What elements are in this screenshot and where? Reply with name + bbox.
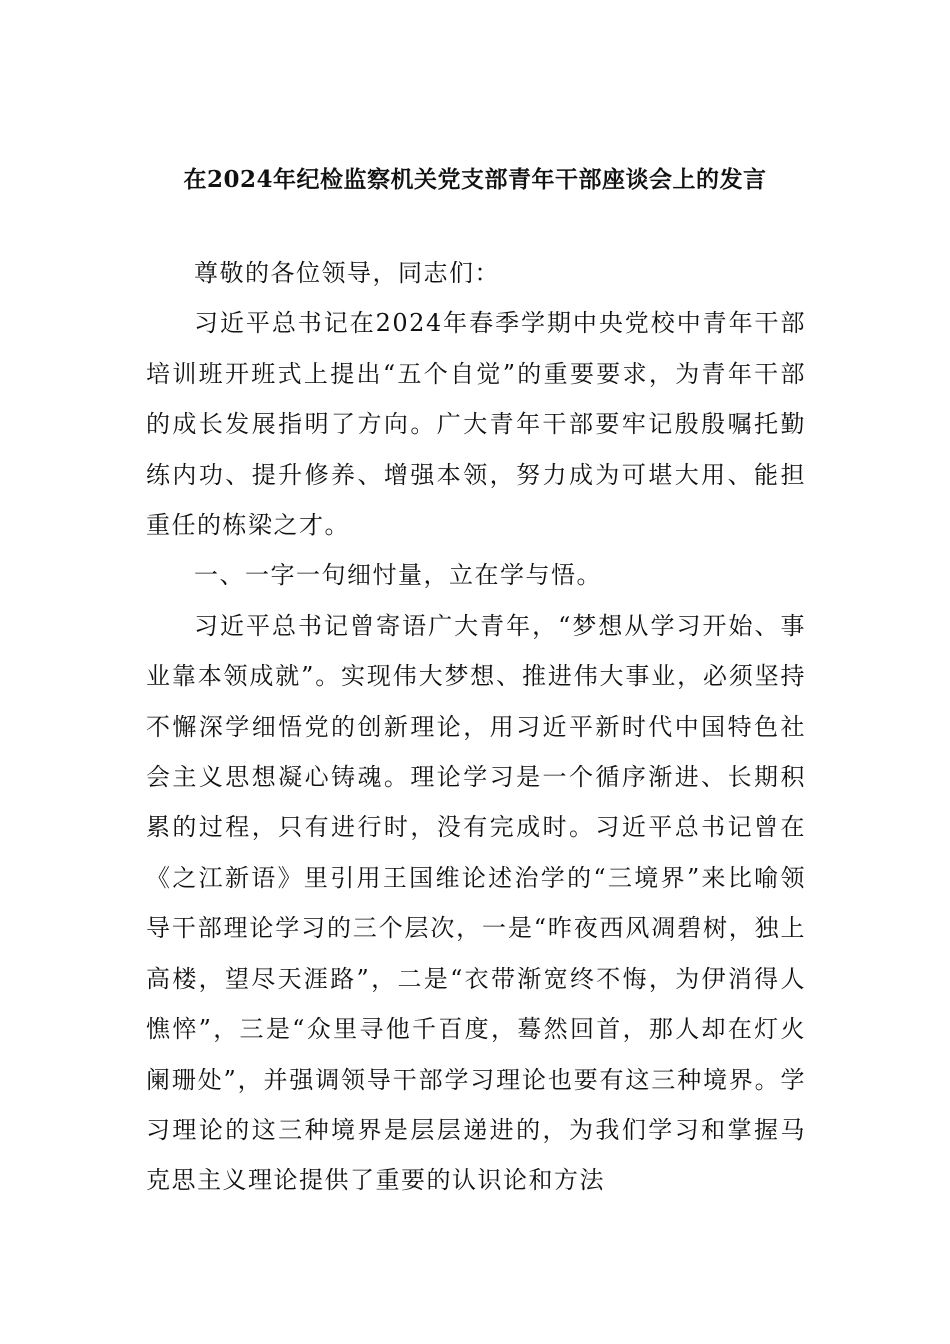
- document-title: 在2024年纪检监察机关党支部青年干部座谈会上的发言: [183, 166, 767, 193]
- salutation-paragraph: 尊敬的各位领导，同志们：: [194, 259, 500, 287]
- document-body: [146, 248, 806, 1206]
- body-paragraph: 习近平总书记曾寄语广大青年，“梦想从学习开始、事业靠本领成就”。实现伟大梦想、推进伟大事业，必须坚持不懈深学细悟党的创新理论，用习近平新时代中国特色社会主义思想凝心铸魂。理论学习是一个循序渐进、长期积累的过程，只有进行时，没有完成时。习近平总书记曾在《之江新语》里引用王国维论述治学的“三境界”来比喻领导干部理论学习的三个层次，一是“昨夜西风凋碧树，独上高楼，望尽天涯路”，二是“衣带渐宽终不悔，为伊消得人憔悴”，三是“众里寻他千百度，蓦然回首，那人却在灯火阑珊处”，并强调领导干部学习理论也要有这三种境界。学习理论的这三种境界是层层递进的，为我们学习和掌握马克思主义理论提供了重要的认识论和方法: [146, 611, 806, 1195]
- section-heading-1: 一、一字一句细忖量，立在学与悟。: [194, 561, 602, 590]
- intro-paragraph: 习近平总书记在2024年春季学期中央党校中青年干部培训班开班式上提出“五个自觉”的重要要求，为青年干部的成长发展指明了方向。广大青年干部要牢记殷殷嘱托勤练内功、提升修养、增强本领，努力成为可堪大用、能担重任的栋梁之才。: [146, 309, 806, 540]
